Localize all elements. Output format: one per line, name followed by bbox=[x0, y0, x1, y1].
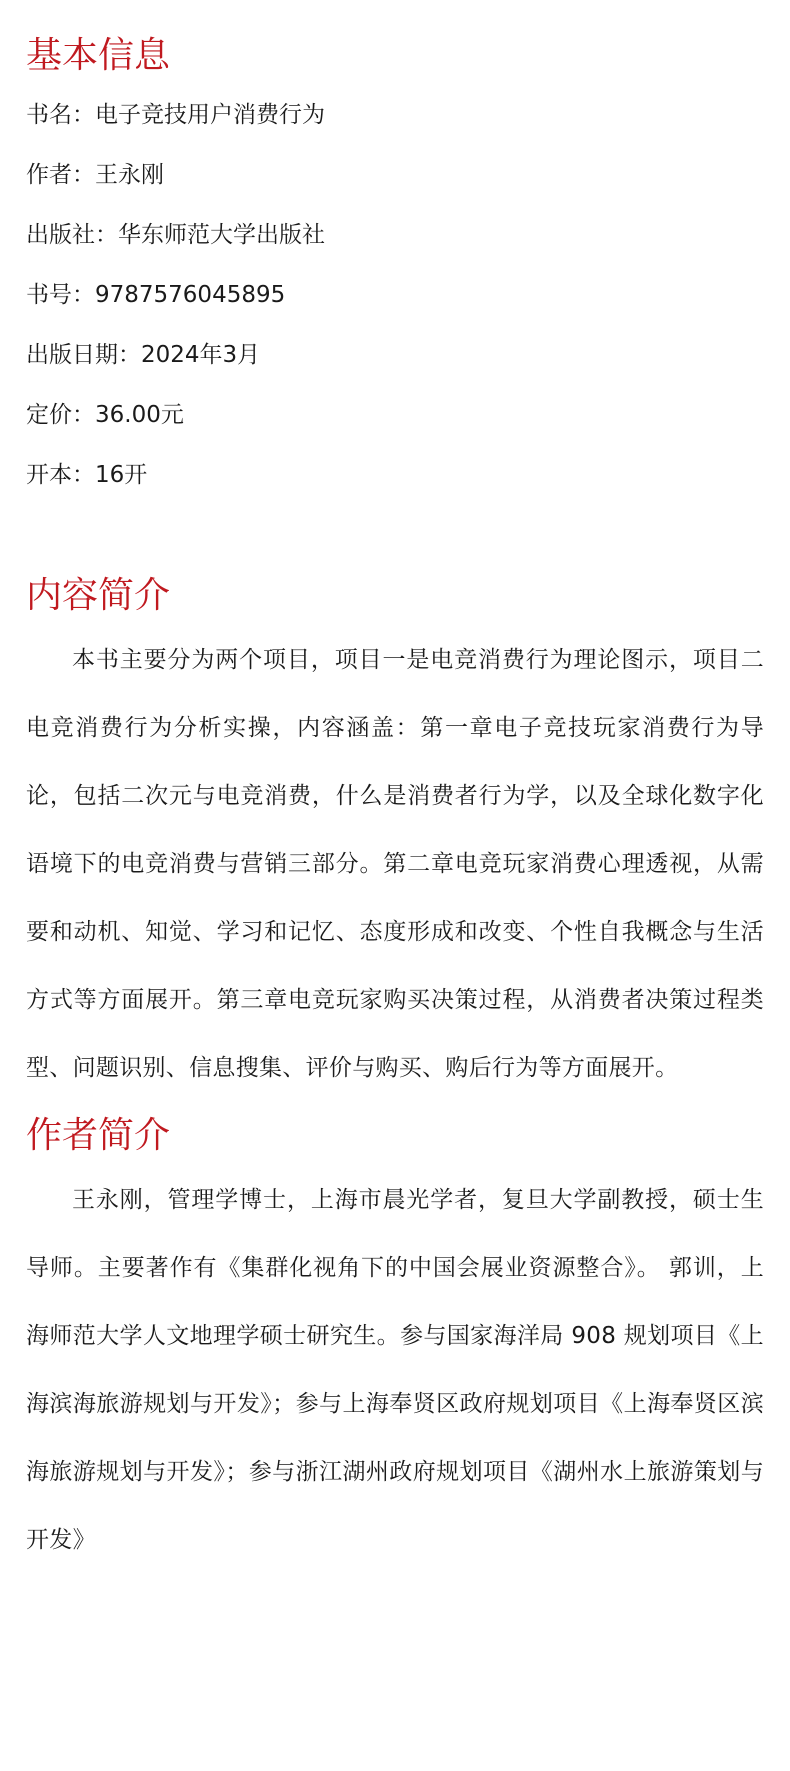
author-paragraph: 王永刚，管理学博士，上海市晨光学者，复旦大学副教授，硕士生导师。主要著作有《集群化视角下的中国会展业资源整合》。 郭训，上海师范大学人文地理学硕士研究生。参与国家海洋局 908 规划项目《上海滨海旅游规划与开发》；参与上海奉贤区政府规划项目《上海奉贤区滨海旅游规划与开发》；参与浙江湖州政府规划项目《湖州水上旅游策划与开发》 bbox=[26, 1187, 764, 1553]
summary-paragraph: 本书主要分为两个项目，项目一是电竞消费行为理论图示，项目二电竞消费行为分析实操，内容涵盖：第一章电子竞技玩家消费行为导论，包括二次元与电竞消费，什么是消费者行为学，以及全球化数字化语境下的电竞消费与营销三部分。第二章电竞玩家消费心理透视，从需要和动机、知觉、学习和记忆、态度形成和改变、个性自我概念与生活方式等方面展开。第三章电竞玩家购买决策过程，从消费者决策过程类型、问题识别、信息搜集、评价与购买、购后行为等方面展开。 bbox=[26, 647, 764, 1081]
info-line-date: 出版日期：2024年3月 bbox=[26, 342, 261, 368]
summary-heading: 内容简介 bbox=[26, 575, 171, 616]
info-line-author: 作者：王永刚 bbox=[26, 162, 164, 188]
author-heading: 作者简介 bbox=[26, 1115, 171, 1156]
info-line-price: 定价：36.00元 bbox=[26, 402, 184, 428]
info-line-title: 书名：电子竞技用户消费行为 bbox=[26, 102, 325, 128]
info-line-format: 开本：16开 bbox=[26, 462, 148, 488]
basic-info-heading: 基本信息 bbox=[26, 35, 171, 76]
info-line-publisher: 出版社：华东师范大学出版社 bbox=[26, 222, 325, 248]
info-line-isbn: 书号：9787576045895 bbox=[26, 282, 286, 308]
